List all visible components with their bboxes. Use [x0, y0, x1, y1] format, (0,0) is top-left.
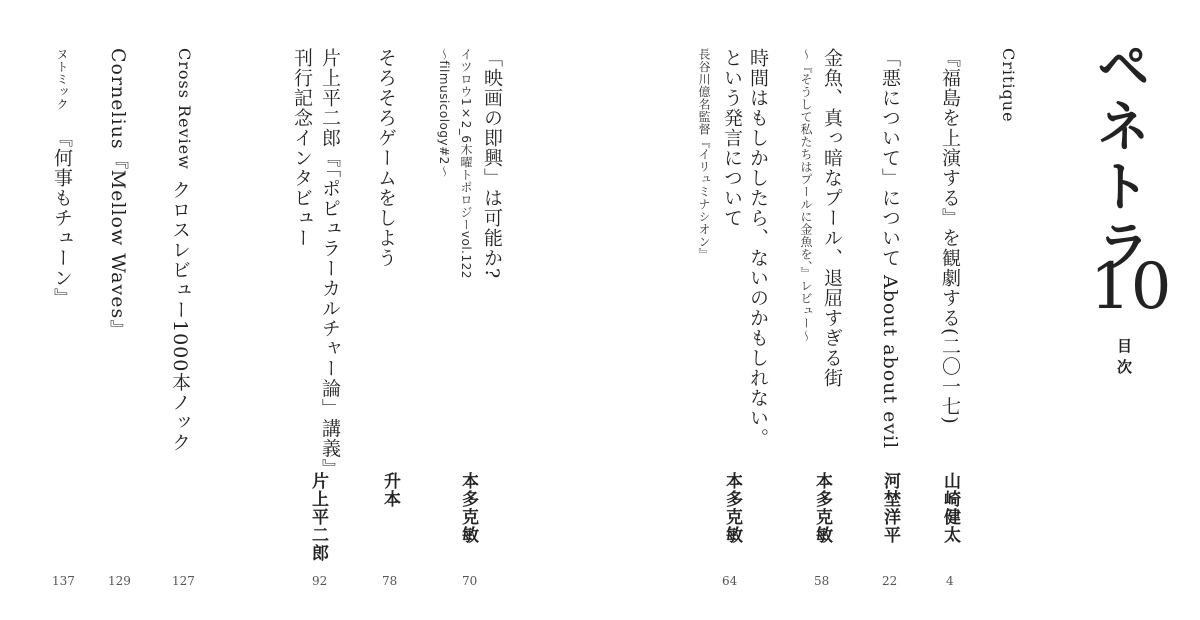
entry-author: 山崎健太 — [940, 472, 960, 544]
entry-subtitle: 〜『そうして私たちはプールに金魚を、』レビュー〜 — [799, 48, 813, 342]
entry-title[interactable]: 「映画の即興」は可能か? — [481, 48, 503, 280]
entry-subtitle-line2: 〜filmusicology#2〜 — [437, 48, 451, 178]
section-critique: Critique — [999, 48, 1018, 123]
entry-title[interactable]: 「悪について」について About about evil — [879, 48, 901, 450]
entry-author: 河埜洋平 — [880, 472, 900, 544]
entry-author: 本多克敏 — [722, 472, 742, 544]
magazine-title: ペネトラ — [1088, 38, 1151, 278]
entry-prefix: ヌトミック — [55, 48, 69, 111]
entry-subtitle: イツロウ1×2_6木曜トポロジーvol.122 — [459, 48, 473, 279]
entry-title-line2[interactable]: 刊行記念インタビュー — [291, 48, 313, 248]
issue-number: 10 — [1090, 250, 1172, 324]
entry-subtitle: 長谷川億名監督『イリュミナシオン』 — [697, 48, 711, 261]
section-cross-review: Cross Review — [175, 48, 194, 170]
entry-title[interactable]: そろそろゲームをしよう — [375, 48, 397, 268]
entry-page: 58 — [814, 574, 830, 588]
entry-page: 78 — [382, 574, 398, 588]
entry-title-line2[interactable]: という発言について — [721, 48, 743, 228]
entry-page: 4 — [946, 574, 954, 588]
entry-page: 64 — [722, 574, 738, 588]
entry-page: 129 — [108, 574, 131, 588]
entry-title[interactable]: クロスレビュー1000本ノック — [169, 180, 191, 453]
entry-author: 片上平二郎 — [308, 472, 328, 562]
entry-author: 本多克敏 — [812, 472, 832, 544]
entry-page: 92 — [312, 574, 328, 588]
entry-page: 22 — [882, 574, 898, 588]
entry-page: 127 — [172, 574, 195, 588]
entry-title[interactable]: Cornelius『Mellow Waves』 — [107, 48, 129, 340]
entry-title[interactable]: 片上平二郎『「ポピュラーカルチャー論」講義』 — [319, 48, 341, 479]
entry-page: 137 — [52, 574, 75, 588]
entry-page: 70 — [462, 574, 478, 588]
toc-label: 目次 — [1115, 338, 1133, 380]
entry-title[interactable]: 金魚、真っ暗なプール、退屈すぎる街 — [821, 48, 843, 388]
entry-title[interactable]: 『何事もチューン』 — [51, 128, 73, 308]
entry-author: 升本 — [380, 472, 400, 508]
entry-author: 本多克敏 — [458, 472, 478, 544]
entry-title[interactable]: 『福島を上演する』を観劇する(二〇一七) — [939, 48, 961, 425]
entry-title[interactable]: 時間はもしかしたら、ないのかもしれない。 — [747, 48, 769, 448]
